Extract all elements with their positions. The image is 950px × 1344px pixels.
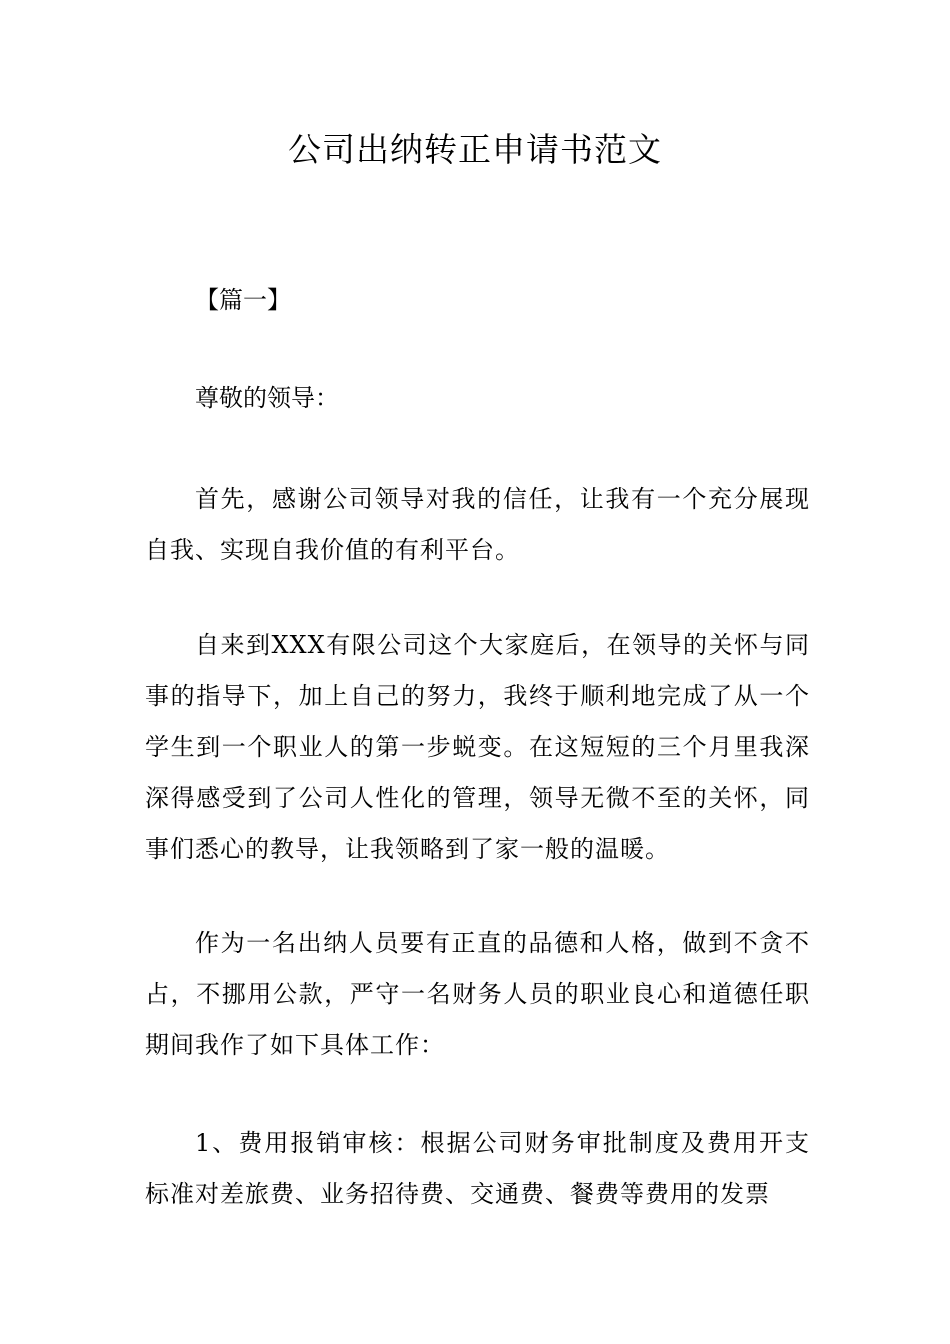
section-label: 【篇一】 <box>195 286 291 314</box>
paragraph-item-1: 1、费用报销审核：根据公司财务审批制度及费用开支标准对差旅费、业务招待费、交通费、餐费等费用的发票 <box>145 1129 810 1208</box>
salutation: 尊敬的领导： <box>195 384 339 412</box>
document-title: 公司出纳转正申请书范文 <box>288 130 662 169</box>
paragraph-experience: 自来到XXX有限公司这个大家庭后，在领导的关怀与同事的指导下，加上自己的努力，我终于顺利地完成了从一个学生到一个职业人的第一步蜕变。在这短短的三个月里我深深得感受到了公司人性化的管理，领导无微不至的关怀，同事们悉心的教导，让我领略到了家一般的温暖。 <box>145 631 810 863</box>
paragraph-duties: 作为一名出纳人员要有正直的品德和人格，做到不贪不占，不挪用公款，严守一名财务人员的职业良心和道德任职期间我作了如下具体工作： <box>145 929 810 1059</box>
paragraph-gratitude: 首先，感谢公司领导对我的信任，让我有一个充分展现自我、实现自我价值的有利平台。 <box>145 485 810 564</box>
